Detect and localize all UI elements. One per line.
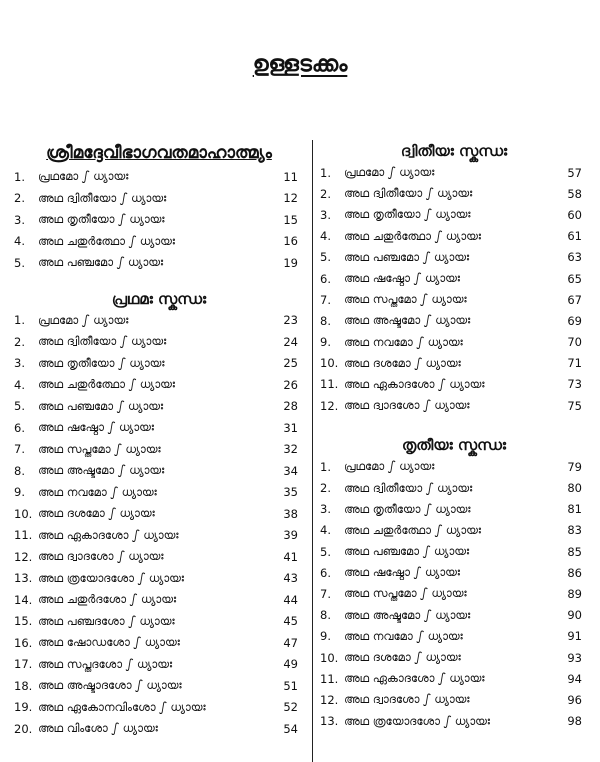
page-number: 90 [567,608,582,623]
toc-row [320,310,588,331]
chapter-title: അഥ പഞ്ചമോ ഽ ധ്യായഃ [38,255,164,270]
toc-row [320,711,588,732]
page-number: 41 [283,549,298,564]
chapter-title: അഥ പഞ്ചദശോ ഽ ധ്യായഃ [38,613,175,628]
toc-row [320,183,588,204]
chapter-number: 2. [14,191,25,206]
chapter-title: അഥ ചതുർത്ഥോ ഽ ധ്യായഃ [38,377,176,392]
chapter-title: അഥ ഷഷ്ഠോ ഽ ധ്യായഃ [344,565,461,580]
toc-row [320,247,588,268]
chapter-number: 8. [320,313,331,328]
page-number: 32 [283,442,298,457]
chapter-number: 9. [320,335,331,350]
chapter-title: പ്രഥമോ ഽ ധ്യായഃ [344,459,435,474]
chapter-number: 6. [14,420,25,435]
chapter-number: 4. [14,377,25,392]
page-number: 23 [283,313,298,328]
chapter-number: 18. [14,678,33,693]
chapter-title: അഥ നവമോ ഽ ധ്യായഃ [38,484,157,499]
toc-row [320,626,588,647]
chapter-number: 4. [14,234,25,249]
toc-row [320,395,588,416]
toc-row [14,188,304,210]
page-number: 52 [283,700,298,715]
toc-row [14,697,304,719]
section-title-prathama-skandha: പ്രഥമഃ സ്കന്ധഃ [111,289,207,308]
chapter-title: പ്രഥമോ ഽ ധ്യായഃ [344,165,435,180]
toc-row [14,525,304,547]
chapter-number: 5. [320,544,331,559]
section-title-dvitiya-skandha: ദ്വിതീയഃ സ്കന്ധഃ [400,142,508,160]
chapter-number: 9. [14,485,25,500]
left-column [14,140,304,740]
chapter-title: അഥ ത്രയോദശോ ഽ ധ്യായഃ [344,713,491,728]
chapter-title: അഥ ഷോഡശോ ഽ ധ്യായഃ [38,635,180,650]
page-title: ഉള്ളടക്കം [252,52,348,77]
chapter-title: അഥ സപ്തമോ ഽ ധ്യായഃ [344,292,467,307]
page-number: 58 [567,186,582,201]
page-number: 49 [283,657,298,672]
chapter-title: അഥ ത്രയോദശോ ഽ ധ്യായഃ [38,570,185,585]
toc-row [320,162,588,183]
page-number: 12 [283,191,298,206]
toc-row [14,718,304,740]
page-number: 86 [567,565,582,580]
page-number: 80 [567,481,582,496]
page-number: 83 [567,523,582,538]
page-number: 43 [283,571,298,586]
toc-row [14,675,304,697]
toc-row [320,456,588,477]
page-number: 11 [283,169,298,184]
page-number: 44 [283,592,298,607]
chapter-number: 1. [320,459,331,474]
toc-row [14,231,304,253]
toc-row [14,353,304,375]
toc-row [14,439,304,461]
page-number: 26 [283,377,298,392]
chapter-title: അഥ സപ്തമോ ഽ ധ്യായഃ [38,441,161,456]
chapter-title: അഥ ഏകോനവിംശോ ഽ ധ്യായഃ [38,699,206,714]
chapter-title: അഥ നവമോ ഽ ധ്യായഃ [344,334,463,349]
chapter-number: 5. [14,255,25,270]
page-number: 39 [283,528,298,543]
chapter-title: അഥ ദ്വിതീയോ ഽ ധ്യായഃ [344,186,473,201]
page-number: 61 [567,229,582,244]
chapter-title: അഥ സപ്തദശോ ഽ ധ്യായഃ [38,656,173,671]
page-number: 35 [283,485,298,500]
page-number: 38 [283,506,298,521]
chapter-number: 11. [320,377,339,392]
page-number: 31 [283,420,298,435]
section-title-mahatmyam: ശ്രീമദ്ദേവീഭാഗവതമാഹാത്മ്യം [46,143,272,163]
page-number: 45 [283,614,298,629]
chapter-number: 6. [320,565,331,580]
page-number: 93 [567,650,582,665]
toc-row [320,499,588,520]
chapter-number: 5. [320,250,331,265]
page-number: 81 [567,502,582,517]
chapter-title: അഥ പഞ്ചമോ ഽ ധ്യായഃ [38,398,164,413]
toc-row [320,520,588,541]
chapter-number: 1. [14,313,25,328]
chapter-number: 3. [320,502,331,517]
toc-row [320,562,588,583]
chapter-title: അഥ ഏകാദശോ ഽ ധ്യായഃ [344,671,485,686]
page-number: 94 [567,671,582,686]
toc-row [320,477,588,498]
page-number: 75 [567,398,582,413]
page-number: 51 [283,678,298,693]
toc-row [320,668,588,689]
toc-row [320,289,588,310]
chapter-title: അഥ പഞ്ചമോ ഽ ധ്യായഃ [344,544,470,559]
chapter-number: 3. [320,207,331,222]
toc-row [320,268,588,289]
section-title-tritiya-skandha: തൃതീയഃ സ്കന്ധഃ [401,436,506,455]
chapter-title: അഥ അഷ്ടമോ ഽ ധ്യായഃ [38,463,165,478]
chapter-number: 10. [14,506,33,521]
toc-row [320,583,588,604]
page-number: 54 [283,721,298,736]
toc-row [14,209,304,231]
toc-row [14,482,304,504]
chapter-number: 2. [320,481,331,496]
chapter-number: 16. [14,635,33,650]
toc-row [320,647,588,668]
chapter-title: അഥ വിംശോ ഽ ധ്യായഃ [38,721,158,736]
toc-row [14,568,304,590]
page-number: 73 [567,377,582,392]
toc-row [14,396,304,418]
page-number: 65 [567,271,582,286]
toc-row [14,310,304,332]
page-number: 19 [283,255,298,270]
chapter-title: അഥ അഷ്ടാദശോ ഽ ധ്യായഃ [38,678,182,693]
chapter-number: 17. [14,657,33,672]
chapter-number: 1. [14,169,25,184]
chapter-title: അഥ തൃതീയോ ഽ ധ്യായഃ [344,501,471,516]
chapter-number: 12. [320,692,339,707]
toc-list-dvitiya-skandha [320,162,588,416]
chapter-title: പ്രഥമോ ഽ ധ്യായഃ [38,169,129,184]
page-number: 98 [567,714,582,729]
page-number: 15 [283,212,298,227]
chapter-number: 20. [14,721,33,736]
chapter-title: അഥ പഞ്ചമോ ഽ ധ്യായഃ [344,249,470,264]
chapter-number: 7. [320,292,331,307]
page-number: 25 [283,356,298,371]
chapter-number: 12. [320,398,339,413]
chapter-number: 11. [14,528,33,543]
page-number: 79 [567,459,582,474]
toc-row [14,417,304,439]
page-number: 67 [567,292,582,307]
chapter-number: 4. [320,523,331,538]
chapter-number: 5. [14,399,25,414]
page-number: 96 [567,692,582,707]
chapter-title: അഥ ചതുർത്ഥോ ഽ ധ്യായഃ [344,522,482,537]
page-number: 60 [567,207,582,222]
chapter-title: അഥ ദ്വിതീയോ ഽ ധ്യായഃ [344,480,473,495]
chapter-number: 2. [320,186,331,201]
right-column [320,140,588,732]
page-number: 28 [283,399,298,414]
page-number: 34 [283,463,298,478]
toc-row [14,632,304,654]
toc-list-mahatmyam [14,166,304,274]
chapter-title: അഥ നവമോ ഽ ധ്യായഃ [344,628,463,643]
toc-list-tritiya-skandha [320,456,588,731]
toc-row [14,331,304,353]
chapter-number: 10. [320,650,339,665]
chapter-number: 2. [14,334,25,349]
chapter-title: അഥ തൃതീയോ ഽ ധ്യായഃ [38,355,165,370]
chapter-title: അഥ ഏകാദശോ ഽ ധ്യായഃ [344,376,485,391]
toc-row [320,605,588,626]
toc-row [320,332,588,353]
toc-row [320,689,588,710]
page-number: 24 [283,334,298,349]
chapter-title: അഥ സപ്തമോ ഽ ധ്യായഃ [344,586,467,601]
toc-row [14,460,304,482]
chapter-title: അഥ ചതുർത്ഥോ ഽ ധ്യായഃ [38,233,176,248]
toc-row [320,353,588,374]
toc-row [320,226,588,247]
chapter-title: അഥ ദ്വാദശോ ഽ ധ്യായഃ [38,549,164,564]
chapter-title: അഥ ദ്വാദശോ ഽ ധ്യായഃ [344,398,470,413]
chapter-title: അഥ ചതുർത്ഥോ ഽ ധ്യായഃ [344,228,482,243]
chapter-number: 15. [14,614,33,629]
page-number: 70 [567,335,582,350]
chapter-number: 14. [14,592,33,607]
page-number: 71 [567,356,582,371]
chapter-title: അഥ ദശമോ ഽ ധ്യായഃ [38,506,155,521]
chapter-number: 4. [320,229,331,244]
chapter-title: അഥ ദശമോ ഽ ധ്യായഃ [344,355,461,370]
page-number: 57 [567,165,582,180]
chapter-number: 19. [14,700,33,715]
chapter-title: അഥ ദ്വിതീയോ ഽ ധ്യായഃ [38,190,167,205]
page-number: 16 [283,234,298,249]
chapter-number: 6. [320,271,331,286]
toc-list-prathama-skandha [14,310,304,740]
chapter-number: 10. [320,356,339,371]
chapter-number: 12. [14,549,33,564]
chapter-number: 9. [320,629,331,644]
chapter-number: 8. [320,608,331,623]
chapter-number: 11. [320,671,339,686]
chapter-title: അഥ അഷ്ടമോ ഽ ധ്യായഃ [344,313,471,328]
toc-row [14,374,304,396]
column-divider [312,140,313,762]
chapter-title: അഥ ദ്വാദശോ ഽ ധ്യായഃ [344,692,470,707]
toc-row [320,541,588,562]
chapter-title: അഥ തൃതീയോ ഽ ധ്യായഃ [344,207,471,222]
chapter-title: അഥ അഷ്ടമോ ഽ ധ്യായഃ [344,607,471,622]
chapter-number: 7. [320,586,331,601]
toc-row [14,589,304,611]
toc-row [14,503,304,525]
chapter-number: 7. [14,442,25,457]
chapter-title: അഥ ചതുർദശോ ഽ ധ്യായഃ [38,592,177,607]
chapter-title: അഥ ദ്വിതീയോ ഽ ധ്യായഃ [38,334,167,349]
page-number: 89 [567,586,582,601]
toc-row [14,166,304,188]
toc-row [320,204,588,225]
chapter-number: 3. [14,212,25,227]
chapter-title: അഥ തൃതീയോ ഽ ധ്യായഃ [38,212,165,227]
toc-row [14,654,304,676]
toc-row [14,546,304,568]
page-number: 47 [283,635,298,650]
page-number: 63 [567,250,582,265]
chapter-title: അഥ ഷഷ്ഠോ ഽ ധ്യായഃ [38,420,155,435]
toc-row [14,252,304,274]
chapter-title: പ്രഥമോ ഽ ധ്യായഃ [38,312,129,327]
chapter-number: 3. [14,356,25,371]
chapter-number: 13. [320,714,339,729]
toc-row [14,611,304,633]
page-number: 85 [567,544,582,559]
page-number: 69 [567,313,582,328]
page-number: 91 [567,629,582,644]
chapter-title: അഥ ഷഷ്ഠോ ഽ ധ്യായഃ [344,271,461,286]
chapter-number: 1. [320,165,331,180]
toc-row [320,374,588,395]
chapter-title: അഥ ദശമോ ഽ ധ്യായഃ [344,650,461,665]
chapter-number: 8. [14,463,25,478]
chapter-title: അഥ ഏകാദശോ ഽ ധ്യായഃ [38,527,179,542]
chapter-number: 13. [14,571,33,586]
